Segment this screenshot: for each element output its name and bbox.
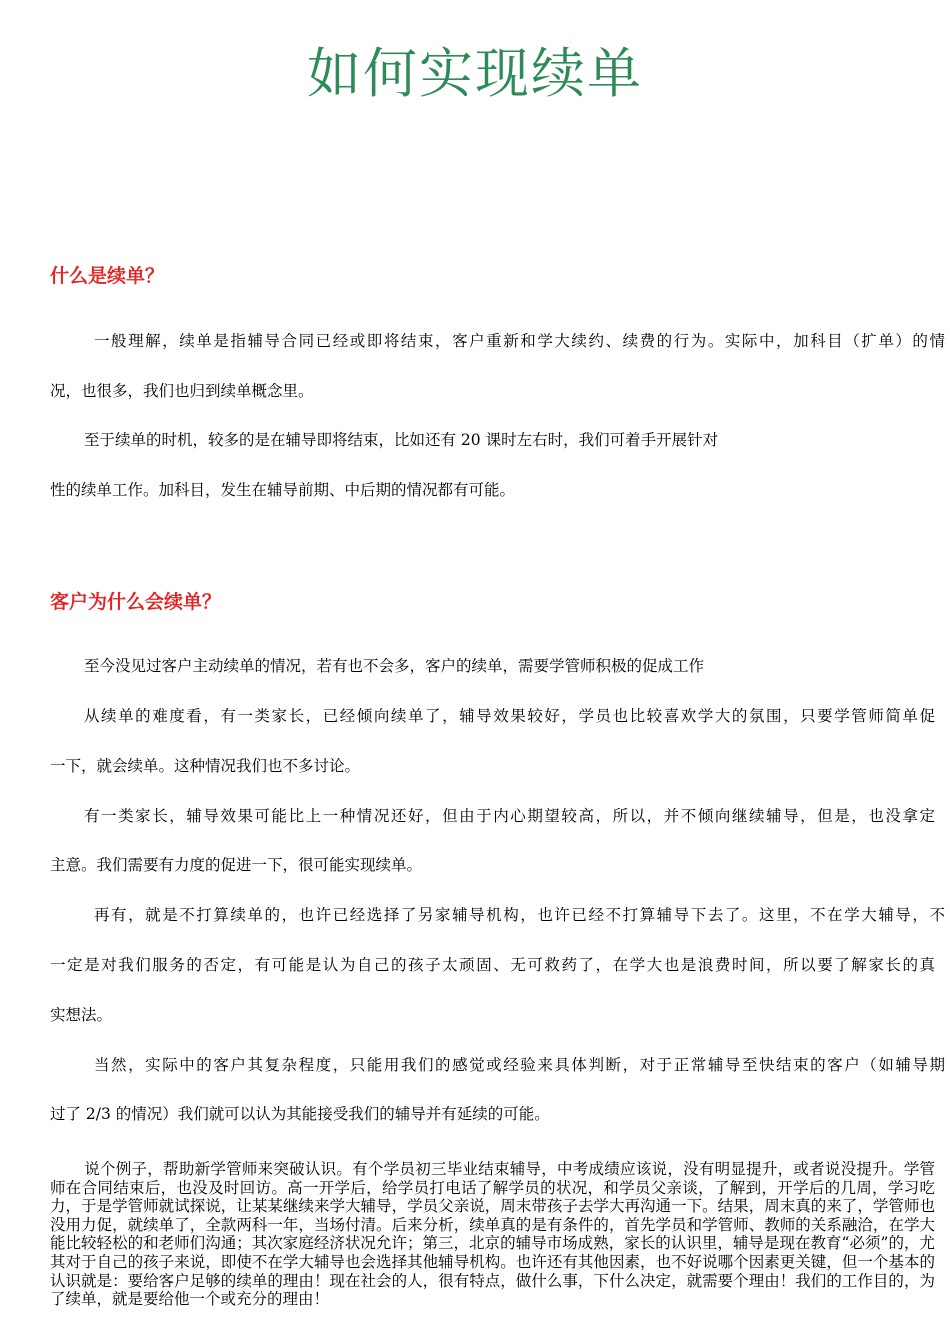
paragraph-line: 至今没见过客户主动续单的情况，若有也不会多，客户的续单，需要学管师积极的促成工作 xyxy=(84,657,705,675)
example-paragraph xyxy=(50,1160,935,1309)
paragraph-line: 从续单的难度看，有一类家长，已经倾向续单了，辅导效果较好，学员也比较喜欢学大的氛围，只要学管师简单促 xyxy=(84,707,935,725)
paragraph-line: 主意。我们需要有力度的促进一下，很可能实现续单。 xyxy=(50,856,423,874)
paragraph-line: 当然，实际中的客户其复杂程度，只能用我们的感觉或经验来具体判断，对于正常辅导至快结束的客户（如辅导期 xyxy=(94,1056,945,1074)
paragraph-line: 再有，就是不打算续单的，也许已经选择了另家辅导机构，也许已经不打算辅导下去了。这里，不在学大辅导，不 xyxy=(94,906,945,924)
paragraph-line: 一定是对我们服务的否定，有可能是认为自己的孩子太顽固、无可救药了，在学大也是浪费时间，所以要了解家长的真 xyxy=(50,956,935,974)
paragraph-line: 性的续单工作。加科目，发生在辅导前期、中后期的情况都有可能。 xyxy=(50,481,516,499)
paragraph-line: 实想法。 xyxy=(50,1006,113,1024)
example-paragraph-text: 说个例子，帮助新学管师来突破认识。有个学员初三毕业结束辅导，中考成绩应该说，没有明显提升，或者说没提升。学管师在合同结束后，也没及时回访。高一开学后，给学员打电话了解学员的状况，和学员父亲谈，了解到，开学后的几周，学习吃力，于是学管师就试探说，让某某继续来学大辅导，学员父亲说，周末带孩子去学大再沟通一下。结果，周末真的来了，学管师也没用力促，就续单了，全款两科一年，当场付清。后来分析，续单真的是有条件的，首先学员和学管师、教师的关系融洽，在学大能比较轻松的和老师们沟通；其次家庭经济状况允许；第三，北京的辅导市场成熟，家长的认识里，辅导是现在教育“必须”的，尤其对于自己的孩子来说，即使不在学大辅导也会选择其他辅导机构。也许还有其他因素，也不好说哪个因素更关键，但一个基本的认识就是：要给客户足够的续单的理由！现在社会的人，很有特点，做什么事，下什么决定，就需要个理由！我们的工作目的，为了续单，就是要给他一个或充分的理由！ xyxy=(50,1160,935,1309)
paragraph-line: 过了 2/3 的情况）我们就可以认为其能接受我们的辅导并有延续的可能。 xyxy=(50,1105,550,1123)
paragraph-line: 一下，就会续单。这种情况我们也不多讨论。 xyxy=(50,757,361,775)
paragraph-line: 至于续单的时机，较多的是在辅导即将结束，比如还有 20 课时左右时，我们可着手开展针对 xyxy=(84,431,719,449)
section-heading-what-is-renewal: 什么是续单？ xyxy=(50,265,165,287)
paragraph-line: 一般理解，续单是指辅导合同已经或即将结束，客户重新和学大续约、续费的行为。实际中，加科目（扩单）的情 xyxy=(94,332,945,350)
section-heading-why-customers-renew: 客户为什么会续单？ xyxy=(50,591,222,613)
document-title: 如何实现续单 xyxy=(307,42,643,105)
paragraph-line: 况，也很多，我们也归到续单概念里。 xyxy=(50,382,314,400)
paragraph-line: 有一类家长，辅导效果可能比上一种情况还好，但由于内心期望较高，所以，并不倾向继续辅导，但是，也没拿定 xyxy=(84,807,935,825)
